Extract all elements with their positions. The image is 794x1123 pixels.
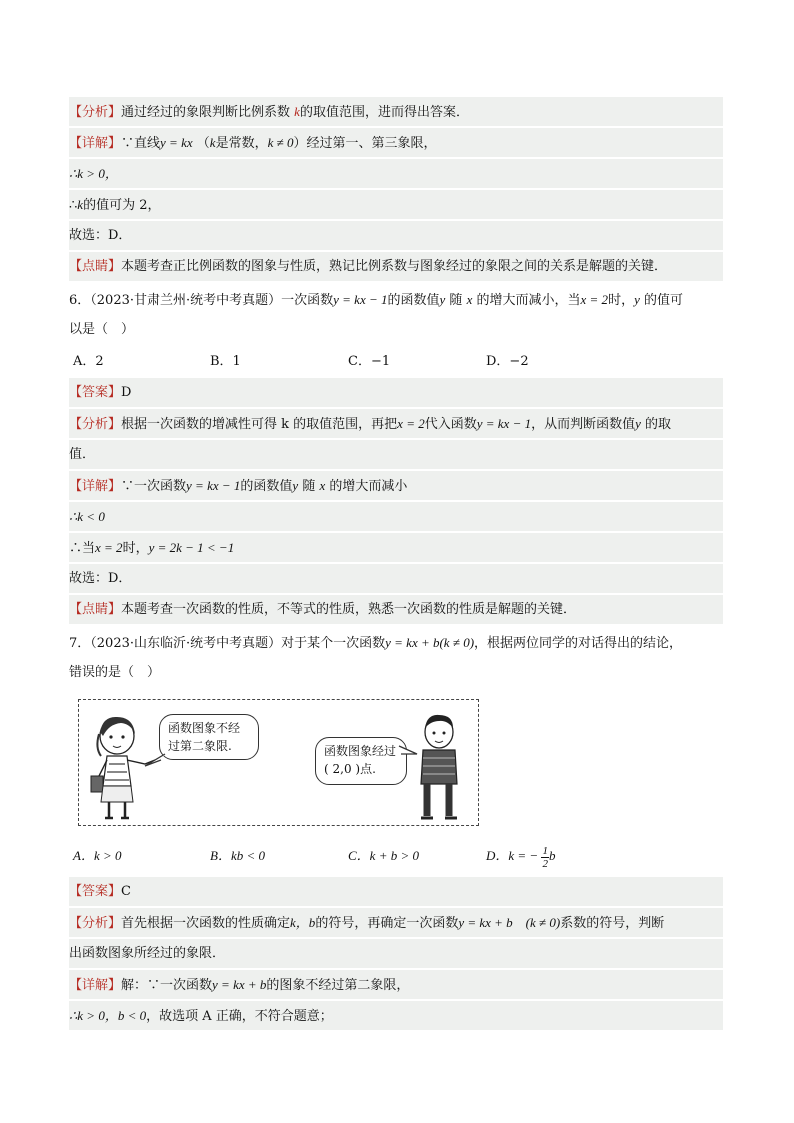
q5-analysis-line	[69, 97, 723, 126]
q6-stem-y-2: y	[634, 292, 640, 307]
q7-detail-text-2: 的图象不经过第二象限，	[266, 978, 410, 993]
q7-analysis-line-1	[69, 908, 723, 937]
q6-detail-cond: x = 2	[95, 540, 123, 555]
q7-analysis-line-2	[69, 939, 723, 968]
q5-detail-line-1	[69, 128, 723, 157]
q5-analysis-text: 通过经过的象限判断比例系数	[121, 105, 291, 120]
q6-answer: D	[121, 385, 132, 400]
q6-detail-eq: y = kx − 1	[186, 478, 241, 493]
bubble-right: 函数图象经过( 2,0 )点.	[315, 737, 407, 785]
q6-option-a: A．2	[73, 354, 104, 369]
q6-analysis-text: 根据一次函数的增减性可得 k 的取值范围，再把	[121, 417, 398, 432]
q5-detail-line-2	[69, 159, 723, 188]
comment-tag: 【点睛】	[69, 602, 122, 617]
q6-analysis-text-2: 代入函数	[424, 417, 477, 432]
q5-detail-text-3: ）经过第一、第三象限，	[293, 136, 437, 151]
q7-detail-line-2	[69, 1001, 723, 1030]
q5-detail-equation: y = kx	[160, 135, 193, 150]
q6-comment: 本题考查一次函数的性质，不等式的性质，熟悉一次函数的性质是解题的关键．	[121, 602, 577, 617]
q6-stem-line-1	[69, 285, 723, 314]
analysis-tag: 【分析】	[69, 916, 122, 931]
q7-analysis-eq: y = kx + b (k ≠ 0)	[458, 915, 561, 930]
q7-stem-line-1	[69, 628, 723, 657]
q7-analysis-text-2: 的符号，再确定一次函数	[315, 916, 459, 931]
q7-stem-text: 7．（2023·山东临沂·统考中考真题）对于某个一次函数	[69, 636, 386, 651]
q6-stem-text-3: 随	[449, 293, 463, 308]
girl-illustration	[87, 714, 159, 822]
q6-detail-y: y	[292, 478, 299, 493]
q6-stem-x: x	[466, 292, 473, 307]
q6-detail-text-2: 的函数值	[240, 479, 293, 494]
q6-option-b: B．1	[210, 354, 241, 369]
q6-choose: 故选：D．	[69, 571, 132, 586]
q6-option-c: C．−1	[348, 354, 391, 369]
q7-option-d-den: 2	[542, 857, 548, 870]
q6-comment-line	[69, 595, 723, 624]
q6-detail-text-6: 时，	[122, 541, 149, 556]
q7-stem-line-2	[69, 658, 723, 687]
q7-option-a: A．k > 0	[73, 848, 122, 863]
q5-detail-paren: （	[196, 136, 210, 151]
q6-analysis-text-4: 的取	[645, 417, 672, 432]
q6-stem-text-7: 以是（ ）	[69, 322, 135, 337]
q6-choose-line	[69, 564, 723, 593]
q6-stem-y: y	[439, 292, 446, 307]
q6-stem-equation: y = kx − 1	[333, 292, 388, 307]
q7-stem-eq: y = kx + b(k ≠ 0)	[385, 635, 475, 650]
q6-detail-text-3: 随	[302, 479, 316, 494]
q6-analysis-eq-2: y = kx − 1	[476, 416, 532, 431]
q6-stem-text: 6．（2023·甘肃兰州·统考中考真题）一次函数	[69, 293, 334, 308]
q6-detail-line-3	[69, 533, 723, 562]
q6-detail-text-4: 的增大而减小	[329, 479, 408, 494]
q6-analysis-line-2	[69, 440, 723, 469]
q7-analysis-text: 首先根据一次函数的性质确定	[121, 916, 291, 931]
q7-detail-text-3: ，故选项 A 正确，不符合题意；	[146, 1009, 333, 1024]
detail-tag: 【详解】	[69, 479, 122, 494]
q6-options	[69, 347, 723, 376]
detail-tag: 【详解】	[69, 978, 122, 993]
q6-detail-line-2	[69, 502, 723, 531]
q7-option-b: B．kb < 0	[210, 848, 265, 863]
q7-detail-line-1	[69, 970, 723, 999]
q7-option-d-num: 1	[542, 844, 548, 857]
q6-analysis-text-3: ，从而判断函数值	[531, 417, 636, 432]
q6-detail-eq-2: y = 2k − 1 < −1	[148, 540, 235, 555]
q6-detail-line-1	[69, 471, 723, 500]
answer-tag: 【答案】	[69, 884, 122, 899]
q6-stem-text-2: 的函数值	[387, 293, 440, 308]
q5-therefore: ∴	[69, 198, 78, 213]
q7-dialogue-figure	[78, 699, 479, 826]
q7-option-d-prefix: D．k = −	[486, 848, 539, 863]
q7-detail-eq: y = kx + b	[212, 977, 267, 992]
q5-detail-step-2: ∴k > 0，	[69, 166, 118, 181]
q6-stem-cond: x = 2	[580, 292, 609, 307]
q7-analysis-text-4: 出函数图象所经过的象限．	[69, 946, 226, 961]
q6-detail-x: x	[319, 478, 326, 493]
q7-options	[69, 841, 723, 870]
q7-analysis-text-3: 系数的符号，判断	[560, 916, 665, 931]
q7-analysis-kb: k，b	[290, 915, 316, 930]
q6-stem-text-4: 的增大而减小，当	[476, 293, 581, 308]
bubble-left: 函数图象不经过第二象限.	[159, 714, 259, 760]
q7-answer: C	[121, 884, 131, 899]
q6-stem-line-2	[69, 315, 723, 344]
q5-analysis-k: k	[294, 104, 300, 119]
q6-option-d: D．−2	[486, 354, 529, 369]
detail-tag: 【详解】	[69, 136, 122, 151]
q5-choose: 故选：D．	[69, 228, 132, 243]
q6-detail-text-5: ∴当	[69, 541, 96, 556]
q6-analysis-y: y	[635, 416, 641, 431]
q6-stem-text-5: 时，	[608, 293, 635, 308]
q5-detail-text: ∵直线	[121, 136, 161, 151]
analysis-tag: 【分析】	[69, 417, 122, 432]
q6-analysis-eq: x = 2	[397, 416, 425, 431]
q7-stem-text-2: ，根据两位同学的对话得出的结论，	[474, 636, 683, 651]
q5-detail-ineq: k ≠ 0	[267, 135, 294, 150]
q6-detail-step-2: ∴k < 0	[69, 509, 105, 524]
analysis-tag: 【分析】	[69, 105, 122, 120]
q6-detail-text: ∵一次函数	[121, 479, 187, 494]
boy-illustration	[411, 712, 467, 822]
q7-detail-ineq: ∴k > 0，b < 0	[69, 1008, 147, 1023]
answer-tag: 【答案】	[69, 385, 122, 400]
q5-detail-k-2: k	[77, 197, 84, 212]
q7-answer-line	[69, 877, 723, 906]
q7-option-d	[486, 841, 555, 870]
comment-tag: 【点睛】	[69, 259, 122, 274]
q5-detail-k: k	[209, 135, 216, 150]
q7-option-c: C．k + b > 0	[348, 848, 419, 863]
q5-analysis-tail: 的取值范围，进而得出答案．	[299, 105, 469, 120]
q5-choose-line	[69, 221, 723, 250]
q5-comment-line	[69, 252, 723, 281]
bubble-left-tail	[143, 752, 167, 768]
q7-detail-text: 解：∵一次函数	[121, 978, 213, 993]
q5-detail-line-3	[69, 190, 723, 219]
q5-detail-text-2: 是常数，	[215, 136, 268, 151]
q6-answer-line	[69, 378, 723, 407]
q7-option-d-tail: b	[548, 848, 556, 863]
q7-stem-text-3: 错误的是（ ）	[69, 665, 161, 680]
q7-option-d-fraction	[541, 845, 549, 870]
q6-analysis-text-5: 值．	[69, 447, 96, 462]
q5-comment: 本题考查正比例函数的图象与性质，熟记比例系数与图象经过的象限之间的关系是解题的关键．	[121, 259, 668, 274]
q5-detail-step-3: 的值可为 2，	[83, 198, 161, 213]
q6-analysis-line-1	[69, 409, 723, 438]
q6-stem-text-6: 的值可	[644, 293, 684, 308]
